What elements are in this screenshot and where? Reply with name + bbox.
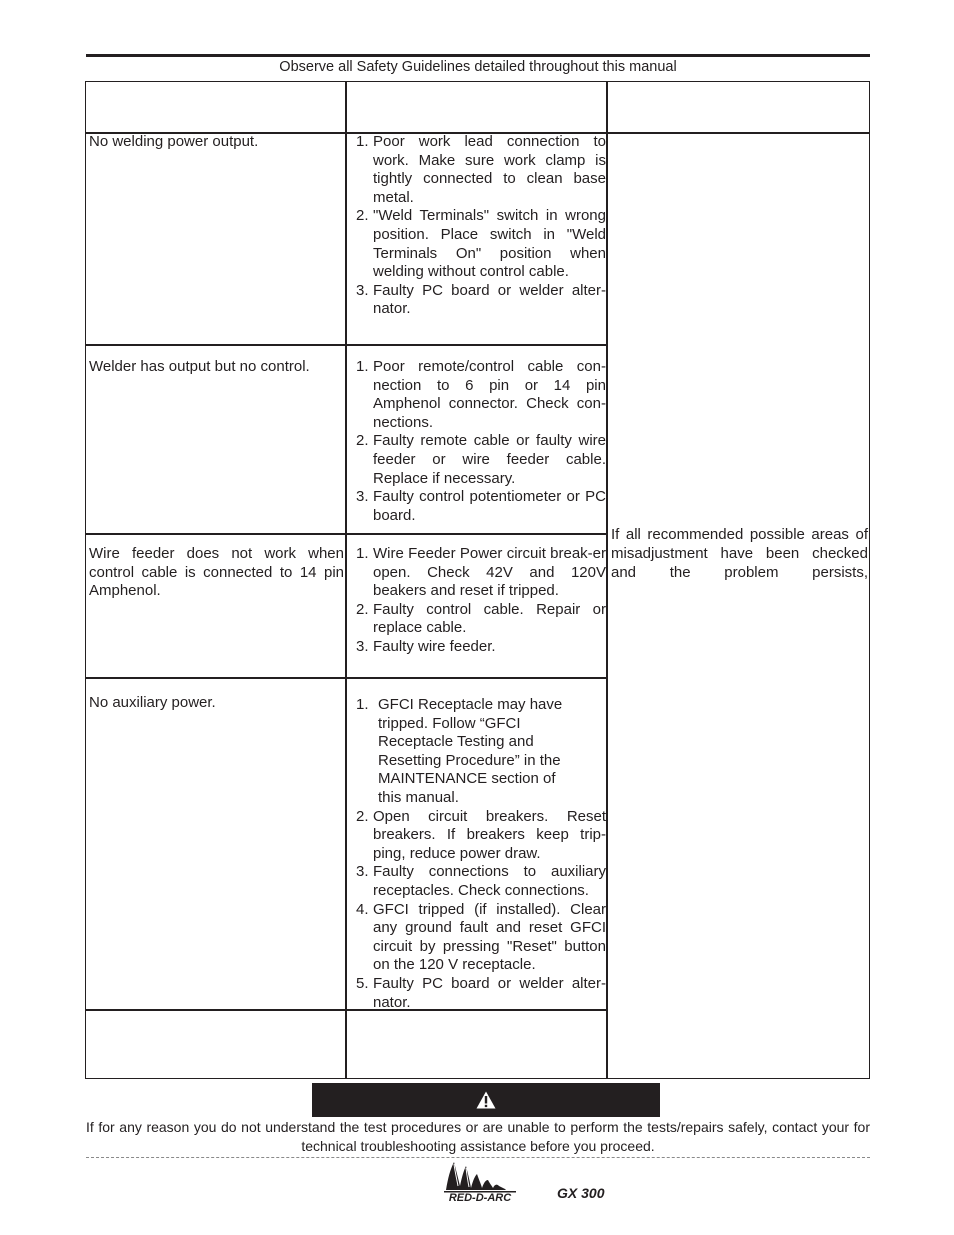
cause-item: 1. Poor work lead connection to work. Make sure work clamp is tightly connected to clean base metal. xyxy=(356,133,606,206)
cause-item: 1. GFCI Receptacle may have tripped. Follow “GFCI Receptacle Testing and Resetting Procedure” in the MAINTENANCE section of this manual. xyxy=(356,696,563,806)
problem-output-no-control: Welder has output but no control. xyxy=(89,358,310,375)
cause-item: 4. GFCI tripped (if installed). Clear any ground fault and reset GFCI circuit by pressing "Reset" button on the 120 V receptacle. xyxy=(356,900,606,974)
footer-note: If for any reason you do not understand the test procedures or are unable to perform the tests/repairs safely, contact your for technical troubleshooting assistance before you proceed. xyxy=(86,1119,870,1154)
warning-banner xyxy=(312,1083,660,1117)
problem-wire-feeder: Wire feeder does not work when control cable is connected to 14 pin Amphenol. xyxy=(89,545,344,599)
top-rule xyxy=(86,54,870,57)
cause-item: 3. Faulty control potentiometer or PC board. xyxy=(356,488,606,524)
cause-item: 2. Open circuit breakers. Reset breakers. If breakers keep trip-ping, reduce power draw. xyxy=(356,807,606,862)
cause-item: 5. Faulty PC board or welder alter-nator. xyxy=(356,974,606,1011)
svg-text:RED-D-ARC: RED-D-ARC xyxy=(448,1192,512,1204)
causes-no-welding-output xyxy=(356,133,606,319)
warning-triangle-icon xyxy=(476,1091,496,1109)
model-name: GX 300 xyxy=(557,1185,605,1201)
cause-item: 3. Faulty PC board or welder alter-nator. xyxy=(356,281,606,318)
cause-item: 2. "Weld Terminals" switch in wrong position. Place switch in "Weld Terminals On" position when welding without control cable. xyxy=(356,207,606,281)
cause-item: 3. Faulty connections to auxiliary receptacles. Check connections. xyxy=(356,863,606,899)
recommended-action: If all recommended possible areas of misadjustment have been checked and the problem persists, xyxy=(611,526,868,581)
cause-item: 3. Faulty wire feeder. xyxy=(356,637,496,655)
row-divider-3 xyxy=(85,677,607,679)
safety-guideline: Observe all Safety Guidelines detailed throughout this manual xyxy=(279,59,677,75)
causes-no-auxiliary-power xyxy=(356,696,606,1012)
causes-output-no-control xyxy=(356,358,606,525)
causes-wire-feeder xyxy=(356,545,606,657)
cause-item: 2. Faulty remote cable or faulty wire feeder or wire feeder cable. Replace if necessary. xyxy=(356,432,606,487)
column-divider-1 xyxy=(345,81,347,1079)
cause-item: 2. Faulty control cable. Repair or replace cable. xyxy=(356,600,606,637)
problem-no-welding-output: No welding power output. xyxy=(89,133,259,150)
cause-item: 1. Wire Feeder Power circuit break-er open. Check 42V and 120V beakers and reset if tripped. xyxy=(356,545,606,600)
red-d-arc-logo xyxy=(440,1156,520,1204)
column-divider-2 xyxy=(606,81,608,1079)
problem-no-auxiliary-power: No auxiliary power. xyxy=(89,694,216,711)
cause-item: 1. Poor remote/control cable con-nection to 6 pin or 14 pin Amphenol connector. Check con-nections. xyxy=(356,358,606,431)
row-divider-2 xyxy=(85,533,607,535)
row-divider-1 xyxy=(85,344,607,346)
